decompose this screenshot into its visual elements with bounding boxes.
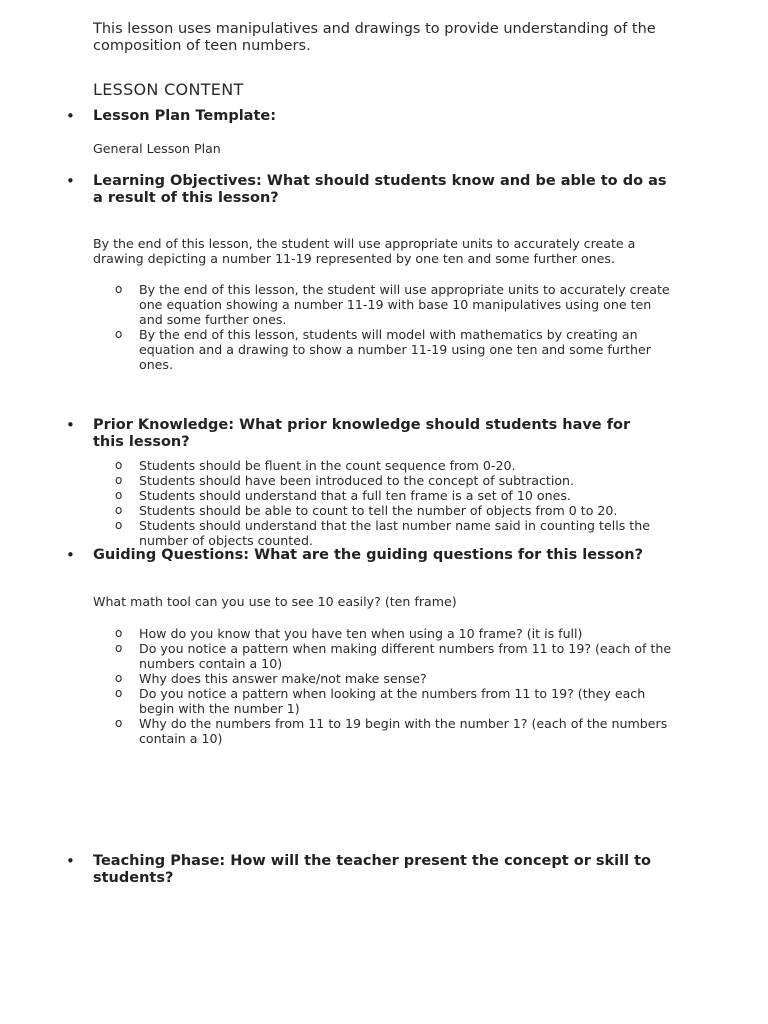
list-item-text: By the end of this lesson, the student will use appropriate units to accurately create one equation showing a number 11-19 with base 10 manipulatives using one ten and some further ones.: [139, 282, 670, 327]
list-item-text: Students should have been introduced to the concept of subtraction.: [139, 473, 575, 488]
list-item-text: Why do the numbers from 11 to 19 begin with the number 1? (each of the numbers contain a 10): [139, 716, 668, 746]
list-item-text: How do you know that you have ten when using a 10 frame? (it is full): [139, 626, 583, 641]
sub-bullet-marker: o: [115, 671, 123, 685]
section-title: LESSON CONTENT: [93, 80, 244, 99]
list-item: [115, 503, 675, 518]
list-item-text: Do you notice a pattern when making different numbers from 11 to 19? (each of the numbers contain a 10): [139, 641, 672, 671]
sub-bullet-marker: o: [115, 641, 123, 655]
guiding-questions-list: [115, 626, 675, 746]
list-item-text: Students should understand that a full ten frame is a set of 10 ones.: [139, 488, 571, 503]
list-item: [115, 473, 675, 488]
heading-prior-knowledge: Prior Knowledge: What prior knowledge should students have for this lesson?: [93, 417, 631, 450]
heading-learning-objectives: Learning Objectives: What should students know and be able to do as a result of this lesson?: [93, 173, 667, 206]
list-item: [115, 641, 675, 671]
list-item-text: Do you notice a pattern when looking at the numbers from 11 to 19? (they each begin with the number 1): [139, 686, 646, 716]
sub-bullet-marker: o: [115, 473, 123, 487]
heading-guiding-questions: Guiding Questions: What are the guiding questions for this lesson?: [93, 547, 644, 563]
list-item-text: Students should understand that the last number name said in counting tells the number of objects counted.: [139, 518, 650, 548]
bullet-marker: •: [66, 852, 75, 870]
template-text: General Lesson Plan: [93, 141, 221, 156]
sub-bullet-marker: o: [115, 626, 123, 640]
heading-teaching-phase: Teaching Phase: How will the teacher present the concept or skill to students?: [93, 853, 652, 886]
list-item: [115, 458, 675, 473]
guiding-text: What math tool can you use to see 10 easily? (ten frame): [93, 594, 457, 609]
list-item: [115, 716, 675, 746]
list-item-text: By the end of this lesson, students will model with mathematics by creating an equation and a drawing to show a number 11-19 using one ten and some further ones.: [139, 327, 651, 372]
bullet-marker: •: [66, 107, 75, 125]
intro-paragraph: This lesson uses manipulatives and drawings to provide understanding of the composition of teen numbers.: [93, 21, 656, 54]
bullet-marker: •: [66, 172, 75, 190]
sub-bullet-marker: o: [115, 282, 123, 296]
sub-bullet-marker: o: [115, 327, 123, 341]
bullet-marker: •: [66, 416, 75, 434]
prior-knowledge-list: [115, 458, 675, 548]
heading-lesson-plan-template: Lesson Plan Template:: [93, 108, 277, 124]
sub-bullet-marker: o: [115, 488, 123, 502]
sub-bullet-marker: o: [115, 716, 123, 730]
objectives-text: By the end of this lesson, the student will use appropriate units to accurately create a drawing depicting a number 11-19 represented by one ten and some further ones.: [93, 236, 636, 266]
sub-bullet-marker: o: [115, 458, 123, 472]
sub-bullet-marker: o: [115, 503, 123, 517]
list-item: [115, 671, 675, 686]
list-item: [115, 518, 675, 548]
list-item-text: Students should be fluent in the count sequence from 0-20.: [139, 458, 516, 473]
list-item: [115, 282, 675, 327]
list-item: [115, 686, 675, 716]
list-item: [115, 626, 675, 641]
bullet-marker: •: [66, 546, 75, 564]
sub-bullet-marker: o: [115, 686, 123, 700]
list-item: [115, 488, 675, 503]
list-item-text: Students should be able to count to tell the number of objects from 0 to 20.: [139, 503, 618, 518]
list-item-text: Why does this answer make/not make sense?: [139, 671, 427, 686]
list-item: [115, 327, 675, 372]
objectives-list: [115, 282, 675, 372]
sub-bullet-marker: o: [115, 518, 123, 532]
